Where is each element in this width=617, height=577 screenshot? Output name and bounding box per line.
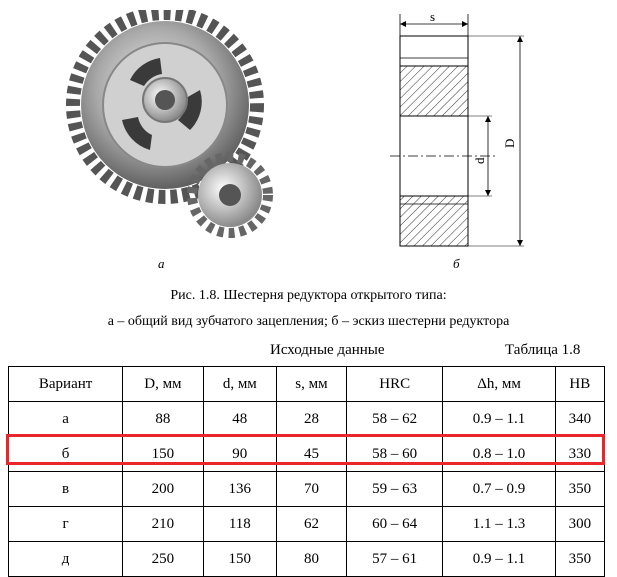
gear-sketch xyxy=(380,8,530,248)
svg-text:d: d xyxy=(472,157,487,164)
svg-text:D: D xyxy=(502,138,517,148)
table-cell: 88 xyxy=(123,402,203,437)
table-cell: 210 xyxy=(123,507,203,542)
table-cell: 28 xyxy=(277,402,347,437)
table-cell: 0.9 – 1.1 xyxy=(443,542,555,577)
table-cell: 150 xyxy=(203,542,276,577)
small-gear xyxy=(192,157,268,233)
table-cell: 300 xyxy=(555,507,604,542)
table-cell: 200 xyxy=(123,472,203,507)
table-row xyxy=(9,472,605,507)
header-outer-diameter: D, мм xyxy=(123,367,203,402)
table-cell: г xyxy=(9,507,123,542)
table-cell: 90 xyxy=(203,437,276,472)
table-cell: 62 xyxy=(277,507,347,542)
table-cell: в xyxy=(9,472,123,507)
table-cell: 350 xyxy=(555,472,604,507)
table-cell: 350 xyxy=(555,542,604,577)
table-header-row xyxy=(9,367,605,402)
table-cell: д xyxy=(9,542,123,577)
table-cell: 60 – 64 xyxy=(346,507,443,542)
header-delta-h: Δh, мм xyxy=(443,367,555,402)
figure-caption-description: а – общий вид зубчатого зацепления; б – эскиз шестерни редуктора xyxy=(107,314,510,329)
table-row xyxy=(9,402,605,437)
figure-caption-title: Рис. 1.8. Шестерня редуктора открытого типа: xyxy=(170,288,447,303)
gear-photo xyxy=(40,10,290,250)
header-width: s, мм xyxy=(277,367,347,402)
table-cell: 48 xyxy=(203,402,276,437)
table-row xyxy=(9,507,605,542)
table-number: Таблица 1.8 xyxy=(505,342,581,358)
table-cell: 1.1 – 1.3 xyxy=(443,507,555,542)
table-cell: 45 xyxy=(277,437,347,472)
figure-label-a: а xyxy=(158,256,165,271)
table-cell: 0.7 – 0.9 xyxy=(443,472,555,507)
table-cell: б xyxy=(9,437,123,472)
table-cell: 136 xyxy=(203,472,276,507)
table-cell: 70 xyxy=(277,472,347,507)
table-cell: а xyxy=(9,402,123,437)
table-cell: 80 xyxy=(277,542,347,577)
table-cell: 58 – 62 xyxy=(346,402,443,437)
table-cell: 340 xyxy=(555,402,604,437)
header-hrc: HRC xyxy=(346,367,443,402)
table-cell: 59 – 63 xyxy=(346,472,443,507)
table-cell: 0.8 – 1.0 xyxy=(443,437,555,472)
source-data-table xyxy=(8,366,605,577)
svg-text:s: s xyxy=(430,9,436,24)
table-cell: 57 – 61 xyxy=(346,542,443,577)
table-cell: 330 xyxy=(555,437,604,472)
table-heading: Исходные данные xyxy=(270,342,385,358)
header-hb: HB xyxy=(555,367,604,402)
table-cell: 118 xyxy=(203,507,276,542)
table-row xyxy=(9,542,605,577)
figure-label-b: б xyxy=(453,256,460,271)
table-row-highlighted xyxy=(9,437,605,472)
table-cell: 0.9 – 1.1 xyxy=(443,402,555,437)
table-cell: 150 xyxy=(123,437,203,472)
header-inner-diameter: d, мм xyxy=(203,367,276,402)
header-variant: Вариант xyxy=(9,367,123,402)
table-cell: 58 – 60 xyxy=(346,437,443,472)
table-cell: 250 xyxy=(123,542,203,577)
